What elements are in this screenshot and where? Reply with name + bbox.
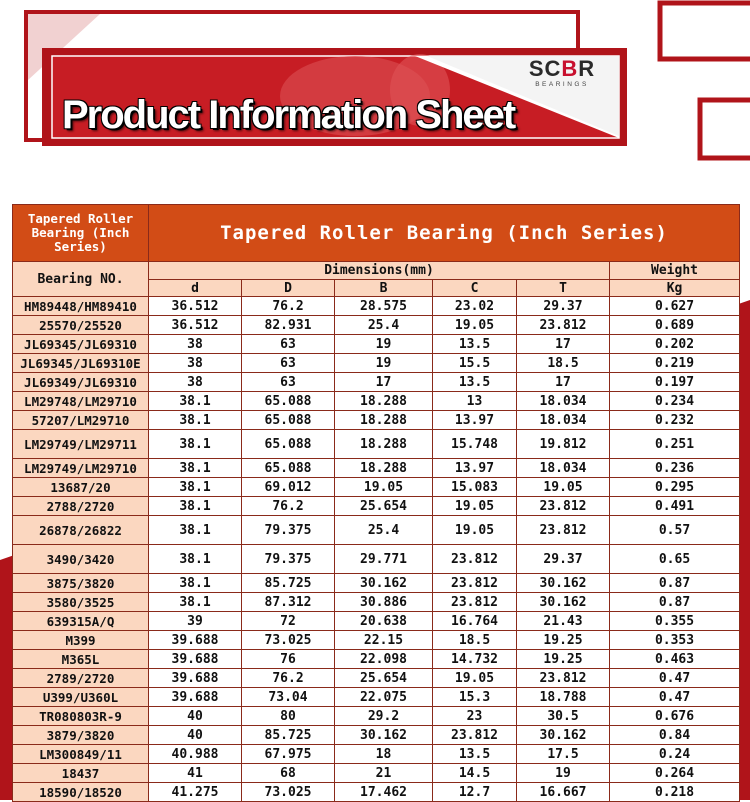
table-row [13, 669, 740, 688]
cell-b: 17.462 [335, 783, 433, 802]
cell-kg: 0.219 [610, 354, 740, 373]
cell-d: 38.1 [149, 459, 242, 478]
table-row [13, 478, 740, 497]
category-label: Tapered Roller Bearing (Inch Series) [13, 205, 149, 262]
table-row [13, 707, 740, 726]
cell-t: 29.37 [517, 545, 610, 574]
cell-d: 38.1 [149, 545, 242, 574]
cell-t: 17 [517, 335, 610, 354]
cell-b: 29.2 [335, 707, 433, 726]
cell-d: 72 [242, 612, 335, 631]
bearing-number: TR080803R-9 [13, 707, 149, 726]
cell-t: 30.162 [517, 726, 610, 745]
bearing-number: 25570/25520 [13, 316, 149, 335]
cell-c: 19.05 [433, 516, 517, 545]
cell-d: 39 [149, 612, 242, 631]
cell-d: 67.975 [242, 745, 335, 764]
cell-t: 19.812 [517, 430, 610, 459]
logo-subtitle: BEARINGS [535, 81, 589, 88]
cell-d: 65.088 [242, 411, 335, 430]
cell-t: 21.43 [517, 612, 610, 631]
cell-d: 38.1 [149, 516, 242, 545]
table-row [13, 373, 740, 392]
table-row [13, 688, 740, 707]
cell-d: 76 [242, 650, 335, 669]
cell-kg: 0.87 [610, 574, 740, 593]
cell-d: 36.512 [149, 297, 242, 316]
cell-c: 19.05 [433, 669, 517, 688]
cell-d: 80 [242, 707, 335, 726]
cell-d: 68 [242, 764, 335, 783]
cell-t: 23.812 [517, 669, 610, 688]
col-header-B: B [335, 280, 433, 297]
bearing-number: 57207/LM29710 [13, 411, 149, 430]
table-row [13, 335, 740, 354]
cell-t: 17 [517, 373, 610, 392]
cell-d: 63 [242, 373, 335, 392]
cell-c: 13.5 [433, 745, 517, 764]
cell-d: 82.931 [242, 316, 335, 335]
cell-b: 22.098 [335, 650, 433, 669]
cell-d: 38 [149, 354, 242, 373]
cell-kg: 0.202 [610, 335, 740, 354]
cell-kg: 0.491 [610, 497, 740, 516]
cell-c: 13.97 [433, 459, 517, 478]
cell-b: 21 [335, 764, 433, 783]
cell-b: 25.4 [335, 516, 433, 545]
cell-kg: 0.47 [610, 669, 740, 688]
cell-kg: 0.463 [610, 650, 740, 669]
cell-d: 38 [149, 373, 242, 392]
cell-c: 12.7 [433, 783, 517, 802]
table-row [13, 459, 740, 478]
cell-t: 23.812 [517, 516, 610, 545]
bearing-number: 3879/3820 [13, 726, 149, 745]
cell-b: 22.075 [335, 688, 433, 707]
cell-t: 18.034 [517, 459, 610, 478]
cell-d: 40.988 [149, 745, 242, 764]
cell-kg: 0.264 [610, 764, 740, 783]
cell-t: 18.5 [517, 354, 610, 373]
bearing-spec-table [12, 204, 740, 802]
cell-d: 79.375 [242, 516, 335, 545]
cell-d: 41.275 [149, 783, 242, 802]
col-header-C: C [433, 280, 517, 297]
cell-c: 15.083 [433, 478, 517, 497]
cell-d: 38.1 [149, 574, 242, 593]
table-row [13, 430, 740, 459]
cell-kg: 0.218 [610, 783, 740, 802]
cell-c: 23.812 [433, 593, 517, 612]
cell-d: 38.1 [149, 593, 242, 612]
table-row [13, 783, 740, 802]
cell-d: 39.688 [149, 631, 242, 650]
cell-b: 19 [335, 335, 433, 354]
bearing-number: JL69349/JL69310 [13, 373, 149, 392]
cell-d: 39.688 [149, 650, 242, 669]
cell-t: 30.162 [517, 574, 610, 593]
cell-b: 28.575 [335, 297, 433, 316]
cell-d: 85.725 [242, 726, 335, 745]
cell-b: 17 [335, 373, 433, 392]
cell-kg: 0.24 [610, 745, 740, 764]
cell-b: 18 [335, 745, 433, 764]
cell-kg: 0.57 [610, 516, 740, 545]
table-row [13, 497, 740, 516]
table-row [13, 545, 740, 574]
cell-t: 17.5 [517, 745, 610, 764]
bearing-number: M365L [13, 650, 149, 669]
cell-d: 79.375 [242, 545, 335, 574]
cell-t: 23.812 [517, 497, 610, 516]
table-row [13, 631, 740, 650]
bearing-number: LM29749/LM29711 [13, 430, 149, 459]
bearing-number: U399/U360L [13, 688, 149, 707]
cell-d: 39.688 [149, 669, 242, 688]
cell-c: 15.3 [433, 688, 517, 707]
cell-d: 73.04 [242, 688, 335, 707]
cell-d: 63 [242, 354, 335, 373]
cell-d: 39.688 [149, 688, 242, 707]
bearing-number: 2789/2720 [13, 669, 149, 688]
cell-kg: 0.236 [610, 459, 740, 478]
cell-b: 18.288 [335, 392, 433, 411]
cell-c: 16.764 [433, 612, 517, 631]
cell-b: 25.654 [335, 497, 433, 516]
cell-t: 23.812 [517, 316, 610, 335]
cell-kg: 0.197 [610, 373, 740, 392]
cell-d: 65.088 [242, 459, 335, 478]
cell-c: 23 [433, 707, 517, 726]
cell-b: 30.162 [335, 726, 433, 745]
bearing-number: 2788/2720 [13, 497, 149, 516]
cell-d: 69.012 [242, 478, 335, 497]
cell-c: 13 [433, 392, 517, 411]
cell-b: 18.288 [335, 430, 433, 459]
bearing-number: JL69345/JL69310 [13, 335, 149, 354]
cell-kg: 0.234 [610, 392, 740, 411]
cell-d: 38.1 [149, 411, 242, 430]
cell-b: 30.886 [335, 593, 433, 612]
cell-d: 73.025 [242, 631, 335, 650]
cell-t: 18.788 [517, 688, 610, 707]
brand-logo [521, 58, 603, 92]
bearing-number: JL69345/JL69310E [13, 354, 149, 373]
bearing-number: 639315A/Q [13, 612, 149, 631]
cell-b: 30.162 [335, 574, 433, 593]
cell-kg: 0.232 [610, 411, 740, 430]
cell-c: 18.5 [433, 631, 517, 650]
cell-c: 14.5 [433, 764, 517, 783]
cell-d: 38.1 [149, 430, 242, 459]
cell-b: 20.638 [335, 612, 433, 631]
cell-t: 19.25 [517, 631, 610, 650]
cell-d: 76.2 [242, 297, 335, 316]
cell-b: 19 [335, 354, 433, 373]
cell-d: 40 [149, 707, 242, 726]
bearing-number: 3875/3820 [13, 574, 149, 593]
cell-b: 18.288 [335, 459, 433, 478]
cell-t: 18.034 [517, 392, 610, 411]
bearing-number: HM89448/HM89410 [13, 297, 149, 316]
cell-kg: 0.87 [610, 593, 740, 612]
cell-c: 15.5 [433, 354, 517, 373]
cell-kg: 0.353 [610, 631, 740, 650]
cell-kg: 0.676 [610, 707, 740, 726]
page-title: Product Information Sheet [62, 93, 515, 137]
bearing-number: 26878/26822 [13, 516, 149, 545]
table-row [13, 316, 740, 335]
table-row [13, 593, 740, 612]
table-row [13, 411, 740, 430]
table-row [13, 612, 740, 631]
cell-b: 22.15 [335, 631, 433, 650]
table-row [13, 650, 740, 669]
cell-kg: 0.627 [610, 297, 740, 316]
cell-kg: 0.295 [610, 478, 740, 497]
cell-c: 23.812 [433, 574, 517, 593]
cell-kg: 0.84 [610, 726, 740, 745]
cell-d: 76.2 [242, 669, 335, 688]
cell-b: 25.654 [335, 669, 433, 688]
bearing-number: LM29748/LM29710 [13, 392, 149, 411]
cell-c: 14.732 [433, 650, 517, 669]
bearing-no-header: Bearing NO. [13, 262, 149, 297]
table-row [13, 354, 740, 373]
cell-d: 38 [149, 335, 242, 354]
cell-c: 13.5 [433, 335, 517, 354]
logo-wordmark: SCBR [528, 56, 596, 81]
cell-d: 40 [149, 726, 242, 745]
table-row [13, 392, 740, 411]
cell-kg: 0.65 [610, 545, 740, 574]
col-header-T: T [517, 280, 610, 297]
cell-d: 36.512 [149, 316, 242, 335]
bearing-number: 3580/3525 [13, 593, 149, 612]
col-header-d: d [149, 280, 242, 297]
table-row [13, 726, 740, 745]
col-header-D: D [242, 280, 335, 297]
bearing-number: 18590/18520 [13, 783, 149, 802]
bearing-number: M399 [13, 631, 149, 650]
cell-b: 29.771 [335, 545, 433, 574]
cell-d: 85.725 [242, 574, 335, 593]
cell-t: 19 [517, 764, 610, 783]
cell-kg: 0.689 [610, 316, 740, 335]
cell-kg: 0.47 [610, 688, 740, 707]
cell-kg: 0.355 [610, 612, 740, 631]
table-row [13, 574, 740, 593]
weight-header: Weight [610, 262, 740, 280]
cell-b: 18.288 [335, 411, 433, 430]
table-row [13, 764, 740, 783]
cell-t: 18.034 [517, 411, 610, 430]
cell-t: 29.37 [517, 297, 610, 316]
cell-t: 16.667 [517, 783, 610, 802]
cell-c: 23.02 [433, 297, 517, 316]
cell-b: 19.05 [335, 478, 433, 497]
cell-d: 63 [242, 335, 335, 354]
table-row [13, 745, 740, 764]
bearing-number: 18437 [13, 764, 149, 783]
cell-c: 13.97 [433, 411, 517, 430]
table-title: Tapered Roller Bearing (Inch Series) [149, 205, 740, 262]
cell-c: 15.748 [433, 430, 517, 459]
table-row [13, 297, 740, 316]
col-header-kg: Kg [610, 280, 740, 297]
cell-d: 73.025 [242, 783, 335, 802]
cell-t: 19.25 [517, 650, 610, 669]
cell-d: 38.1 [149, 478, 242, 497]
cell-d: 87.312 [242, 593, 335, 612]
cell-t: 30.162 [517, 593, 610, 612]
cell-t: 30.5 [517, 707, 610, 726]
cell-d: 41 [149, 764, 242, 783]
cell-b: 25.4 [335, 316, 433, 335]
cell-d: 65.088 [242, 430, 335, 459]
bearing-number: 3490/3420 [13, 545, 149, 574]
cell-c: 23.812 [433, 545, 517, 574]
cell-d: 76.2 [242, 497, 335, 516]
cell-c: 19.05 [433, 316, 517, 335]
cell-c: 19.05 [433, 497, 517, 516]
cell-t: 19.05 [517, 478, 610, 497]
bearing-number: 13687/20 [13, 478, 149, 497]
cell-d: 65.088 [242, 392, 335, 411]
bearing-number: LM300849/11 [13, 745, 149, 764]
table-row [13, 516, 740, 545]
cell-c: 13.5 [433, 373, 517, 392]
bearing-number: LM29749/LM29710 [13, 459, 149, 478]
cell-d: 38.1 [149, 497, 242, 516]
cell-kg: 0.251 [610, 430, 740, 459]
dimensions-header: Dimensions(mm) [149, 262, 610, 280]
cell-d: 38.1 [149, 392, 242, 411]
cell-c: 23.812 [433, 726, 517, 745]
